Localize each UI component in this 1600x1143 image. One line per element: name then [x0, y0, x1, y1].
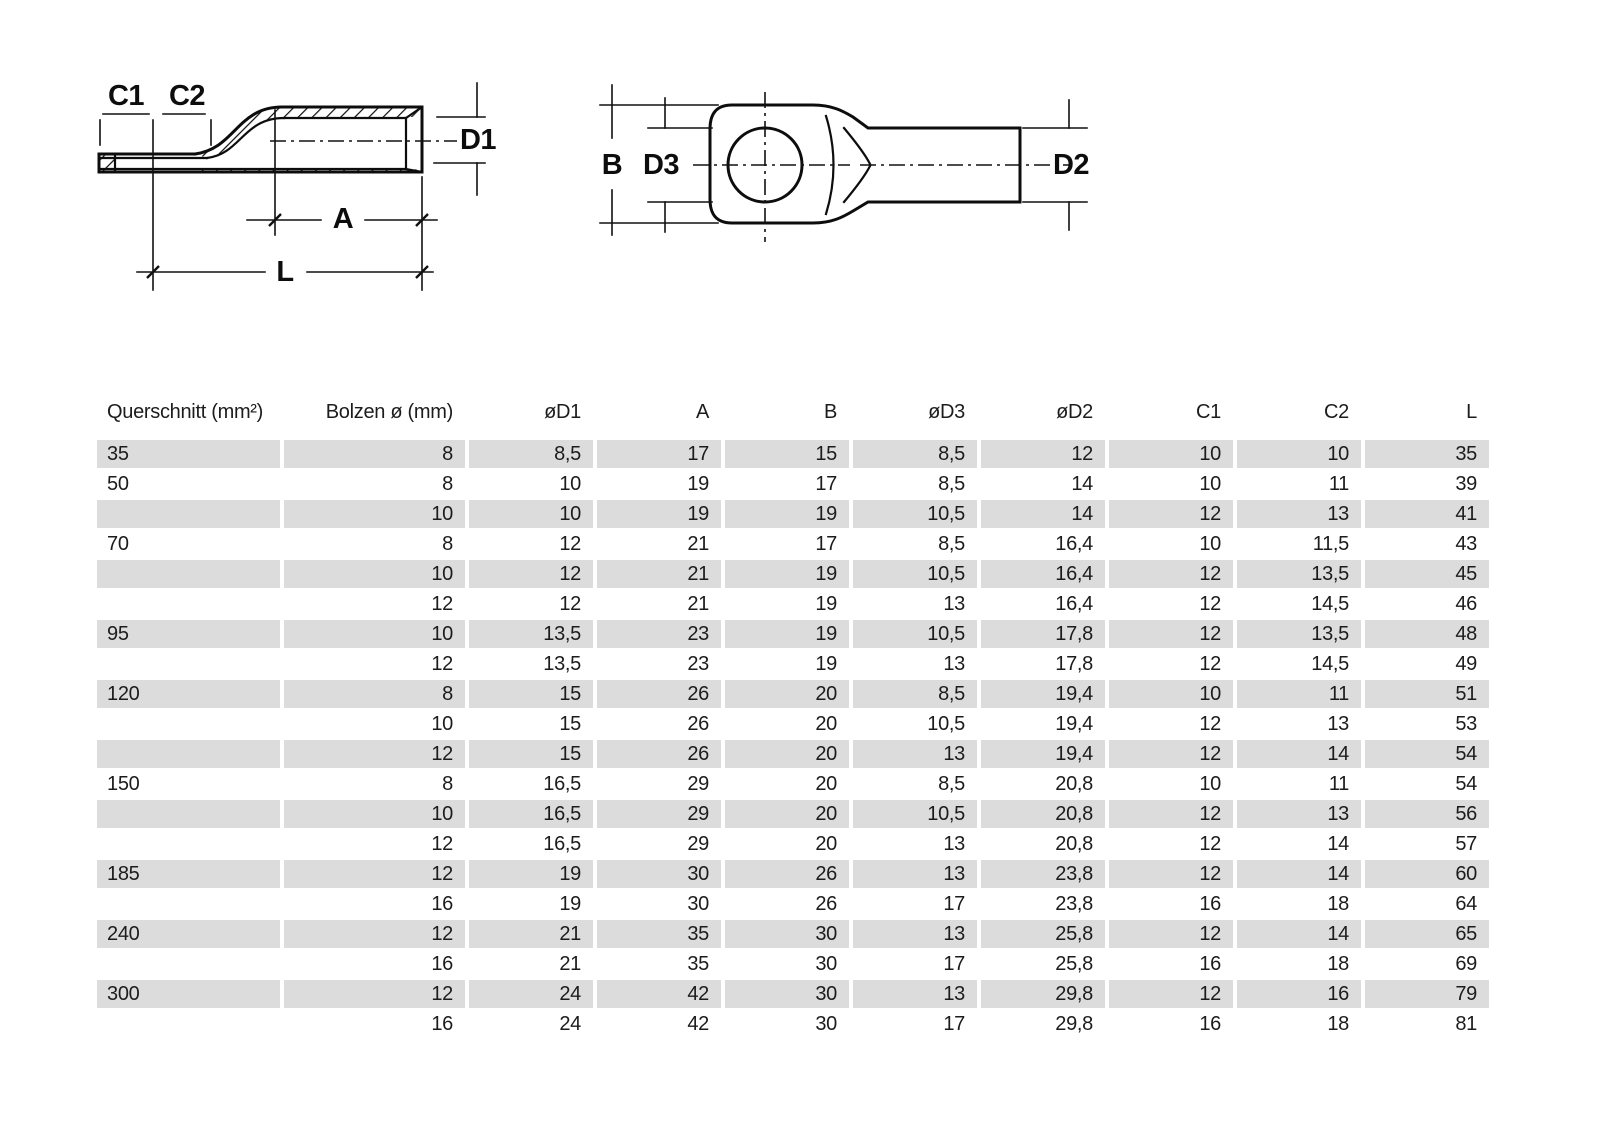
table-cell: 12	[284, 980, 465, 1008]
table-cell: 12	[981, 440, 1105, 468]
table-cell: 19	[725, 620, 849, 648]
table-cell: 30	[815, 953, 837, 975]
table-row	[97, 830, 1489, 858]
table-row	[97, 500, 1489, 528]
dim-label-d1: D1	[459, 124, 497, 156]
table-cell: 79	[1365, 980, 1489, 1008]
cell-querschnitt	[97, 650, 280, 678]
table-cell: 29	[597, 800, 721, 828]
table-row	[97, 950, 1489, 978]
table-cell: 19,4	[1055, 713, 1093, 735]
table-cell: 30	[597, 860, 721, 888]
table-cell: 17	[815, 533, 837, 555]
table-cell: 16	[1237, 980, 1361, 1008]
table-cell: 8,5	[938, 473, 965, 495]
table-cell: 23	[597, 620, 721, 648]
table-cell: 12	[469, 560, 593, 588]
table-cell: 13	[943, 653, 965, 675]
table-cell: 10	[1199, 533, 1221, 555]
table-cell: 53	[1455, 713, 1477, 735]
column-header: C2	[1324, 400, 1349, 423]
table-row	[97, 560, 1489, 588]
dimensions-table	[93, 384, 1493, 1040]
table-cell: 18	[1327, 953, 1349, 975]
table-row	[97, 620, 1489, 648]
table-cell: 19	[559, 893, 581, 915]
table-cell: 65	[1365, 920, 1489, 948]
cell-querschnitt	[97, 500, 280, 528]
column-header: C1	[1196, 400, 1221, 423]
cell-querschnitt: 150	[107, 773, 140, 795]
table-cell: 20	[815, 773, 837, 795]
table-cell: 8,5	[853, 440, 977, 468]
table-cell: 60	[1365, 860, 1489, 888]
table-cell: 14	[981, 500, 1105, 528]
table-cell: 54	[1365, 740, 1489, 768]
dim-label-b: B	[601, 149, 623, 181]
table-cell: 14	[1237, 920, 1361, 948]
table-cell: 8,5	[469, 440, 593, 468]
table-cell: 12	[431, 653, 453, 675]
table-cell: 29	[687, 833, 709, 855]
table-cell: 12	[1199, 833, 1221, 855]
cell-querschnitt	[97, 800, 280, 828]
table-cell: 29	[687, 773, 709, 795]
table-cell: 14,5	[1311, 593, 1349, 615]
table-cell: 25,8	[1055, 953, 1093, 975]
table-cell: 10	[469, 500, 593, 528]
table-cell: 8,5	[853, 680, 977, 708]
table-row	[97, 470, 1489, 498]
table-cell: 11	[1328, 773, 1349, 795]
table-cell: 14	[1237, 860, 1361, 888]
table-row	[97, 740, 1489, 768]
table-cell: 10	[284, 620, 465, 648]
table-cell: 15	[469, 740, 593, 768]
table-cell: 30	[725, 980, 849, 1008]
table-cell: 12	[284, 860, 465, 888]
table-cell: 10,5	[853, 620, 977, 648]
table-cell: 10	[1199, 473, 1221, 495]
table-cell: 45	[1365, 560, 1489, 588]
table-cell: 16,5	[469, 800, 593, 828]
dim-label-c1: C1	[107, 80, 145, 112]
table-row	[97, 890, 1489, 918]
table-cell: 35	[1365, 440, 1489, 468]
table-cell: 13	[853, 860, 977, 888]
table-row	[97, 680, 1489, 708]
table-cell: 13	[1327, 713, 1349, 735]
table-cell: 29,8	[1055, 1013, 1093, 1035]
table-cell: 20	[725, 740, 849, 768]
table-cell: 21	[687, 593, 709, 615]
dim-label-a: A	[332, 203, 354, 235]
column-header: øD3	[928, 400, 965, 423]
table-cell: 42	[687, 1013, 709, 1035]
table-cell: 17	[815, 473, 837, 495]
table-cell: 12	[1109, 740, 1233, 768]
cell-querschnitt	[97, 890, 280, 918]
table-cell: 20	[725, 800, 849, 828]
table-cell: 17,8	[1055, 653, 1093, 675]
table-cell: 16	[431, 953, 453, 975]
table-cell: 8	[442, 533, 453, 555]
table-cell: 12	[559, 533, 581, 555]
cell-querschnitt	[97, 1010, 280, 1038]
dim-label-d3: D3	[642, 149, 680, 181]
table-cell: 29,8	[981, 980, 1105, 1008]
table-cell: 16	[431, 1013, 453, 1035]
table-cell: 11,5	[1312, 533, 1349, 555]
table-cell: 14,5	[1311, 653, 1349, 675]
table-cell: 10	[284, 800, 465, 828]
table-cell: 12	[1199, 713, 1221, 735]
table-cell: 49	[1455, 653, 1477, 675]
table-cell: 26	[597, 740, 721, 768]
table-row	[97, 530, 1489, 558]
table-cell: 8	[442, 773, 453, 795]
cell-querschnitt: 185	[97, 860, 280, 888]
table-cell: 12	[1109, 920, 1233, 948]
table-cell: 24	[559, 1013, 581, 1035]
cell-querschnitt: 300	[97, 980, 280, 1008]
column-header: Querschnitt (mm²)	[107, 400, 264, 423]
table-cell: 16	[1199, 953, 1221, 975]
table-cell: 10,5	[853, 800, 977, 828]
table-cell: 15	[725, 440, 849, 468]
table-cell: 13,5	[469, 620, 593, 648]
table-row	[97, 440, 1489, 468]
table-cell: 26	[815, 893, 837, 915]
table-row	[97, 1010, 1489, 1038]
table-row	[97, 590, 1489, 618]
table-cell: 8	[284, 680, 465, 708]
table-cell: 26	[687, 713, 709, 735]
table-cell: 13,5	[1237, 560, 1361, 588]
c1-c2-dimension-lines	[100, 114, 211, 290]
table-cell: 35	[687, 953, 709, 975]
table-cell: 10	[1109, 440, 1233, 468]
table-cell: 10,5	[853, 500, 977, 528]
table-cell: 11	[1237, 680, 1361, 708]
table-cell: 12	[1109, 800, 1233, 828]
table-cell: 16	[431, 893, 453, 915]
table-cell: 19	[687, 473, 709, 495]
table-cell: 17	[943, 953, 965, 975]
table-cell: 10	[431, 713, 453, 735]
column-header: L	[1466, 400, 1477, 423]
table-cell: 13	[853, 740, 977, 768]
cell-querschnitt	[97, 830, 280, 858]
cell-querschnitt	[97, 590, 280, 618]
column-header: øD1	[544, 400, 581, 423]
table-row	[97, 920, 1489, 948]
table-cell: 12	[1109, 980, 1233, 1008]
table-cell: 21	[469, 920, 593, 948]
dim-label-l: L	[276, 256, 294, 288]
table-cell: 19	[725, 560, 849, 588]
table-cell: 23	[687, 653, 709, 675]
table-cell: 12	[559, 593, 581, 615]
table-cell: 10,5	[853, 560, 977, 588]
table-cell: 23,8	[981, 860, 1105, 888]
cable-lug-top-outline	[710, 105, 1020, 223]
table-cell: 35	[597, 920, 721, 948]
table-cell: 21	[597, 560, 721, 588]
table-cell: 12	[284, 920, 465, 948]
table-cell: 13	[853, 920, 977, 948]
table-cell: 13,5	[543, 653, 581, 675]
table-cell: 81	[1455, 1013, 1477, 1035]
cell-querschnitt: 35	[97, 440, 280, 468]
table-cell: 13	[853, 980, 977, 1008]
table-cell: 14	[1327, 833, 1349, 855]
table-cell: 43	[1455, 533, 1477, 555]
table-cell: 16,4	[981, 560, 1105, 588]
table-cell: 25,8	[981, 920, 1105, 948]
table-cell: 12	[1109, 860, 1233, 888]
table-row	[97, 710, 1489, 738]
column-header: Bolzen ø (mm)	[325, 400, 453, 423]
table-cell: 64	[1455, 893, 1477, 915]
table-cell: 19,4	[981, 680, 1105, 708]
table-cell: 46	[1455, 593, 1477, 615]
table-cell: 30	[687, 893, 709, 915]
table-cell: 42	[597, 980, 721, 1008]
barrel-top-wall-hatch	[284, 109, 421, 118]
table-cell: 10	[284, 500, 465, 528]
table-cell: 10	[559, 473, 581, 495]
table-cell: 20,8	[1055, 773, 1093, 795]
table-cell: 19	[597, 500, 721, 528]
table-cell: 23,8	[1055, 893, 1093, 915]
table-cell: 16	[1199, 893, 1221, 915]
table-cell: 41	[1365, 500, 1489, 528]
table-row	[97, 800, 1489, 828]
cell-querschnitt	[97, 710, 280, 738]
table-cell: 20	[815, 833, 837, 855]
cell-querschnitt: 240	[97, 920, 280, 948]
table-cell: 39	[1455, 473, 1477, 495]
table-cell: 17	[597, 440, 721, 468]
table-cell: 12	[1199, 593, 1221, 615]
table-cell: 10	[1109, 680, 1233, 708]
cell-querschnitt	[97, 560, 280, 588]
table-cell: 19	[469, 860, 593, 888]
table-cell: 16,4	[1055, 533, 1093, 555]
table-cell: 16,5	[543, 833, 581, 855]
table-cell: 13	[1237, 500, 1361, 528]
table-cell: 10	[284, 560, 465, 588]
cell-querschnitt	[97, 950, 280, 978]
cell-querschnitt: 95	[97, 620, 280, 648]
column-header: A	[695, 400, 709, 423]
table-cell: 26	[725, 860, 849, 888]
table-cell: 19	[725, 500, 849, 528]
table-cell: 8	[442, 473, 453, 495]
table-cell: 12	[1109, 560, 1233, 588]
table-cell: 12	[284, 740, 465, 768]
table-cell: 17	[943, 1013, 965, 1035]
table-cell: 8	[284, 440, 465, 468]
table-cell: 26	[597, 680, 721, 708]
table-cell: 19,4	[981, 740, 1105, 768]
table-cell: 13	[943, 833, 965, 855]
cell-querschnitt: 50	[107, 473, 129, 495]
table-cell: 13	[1237, 800, 1361, 828]
table-cell: 20	[815, 713, 837, 735]
table-cell: 10	[1237, 440, 1361, 468]
side-view-drawing	[85, 75, 525, 305]
table-row	[97, 980, 1489, 1008]
table-cell: 13	[943, 593, 965, 615]
dim-label-c2: C2	[168, 80, 206, 112]
table-cell: 51	[1365, 680, 1489, 708]
table-cell: 16	[1199, 1013, 1221, 1035]
table-cell: 18	[1327, 1013, 1349, 1035]
table-cell: 21	[687, 533, 709, 555]
table-cell: 15	[469, 680, 593, 708]
cell-querschnitt: 70	[107, 533, 129, 555]
table-cell: 17,8	[981, 620, 1105, 648]
table-cell: 10	[1199, 773, 1221, 795]
cell-querschnitt: 120	[97, 680, 280, 708]
table-cell: 14	[1071, 473, 1093, 495]
table-cell: 20	[725, 680, 849, 708]
table-cell: 20,8	[1055, 833, 1093, 855]
table-cell: 21	[559, 953, 581, 975]
table-cell: 30	[815, 1013, 837, 1035]
table-cell: 48	[1365, 620, 1489, 648]
table-cell: 19	[815, 653, 837, 675]
table-cell: 8,5	[938, 773, 965, 795]
table-cell: 16,5	[543, 773, 581, 795]
table-row	[97, 650, 1489, 678]
top-view-drawing	[560, 60, 1110, 280]
table-cell: 69	[1455, 953, 1477, 975]
table-cell: 14	[1237, 740, 1361, 768]
table-cell: 17	[943, 893, 965, 915]
table-row	[97, 770, 1489, 798]
column-header: øD2	[1056, 400, 1093, 423]
table-cell: 11	[1328, 473, 1349, 495]
table-cell: 16,4	[1055, 593, 1093, 615]
table-cell: 15	[559, 713, 581, 735]
table-cell: 57	[1455, 833, 1477, 855]
table-cell: 30	[725, 920, 849, 948]
table-cell: 10,5	[927, 713, 965, 735]
table-cell: 18	[1327, 893, 1349, 915]
table-cell: 12	[1109, 620, 1233, 648]
table-cell: 19	[815, 593, 837, 615]
cell-querschnitt	[97, 740, 280, 768]
table-cell: 54	[1455, 773, 1477, 795]
table-cell: 13,5	[1237, 620, 1361, 648]
table-cell: 8,5	[938, 533, 965, 555]
table-cell: 12	[1109, 500, 1233, 528]
table-cell: 12	[431, 593, 453, 615]
table-cell: 56	[1365, 800, 1489, 828]
table-cell: 12	[431, 833, 453, 855]
table-cell: 20,8	[981, 800, 1105, 828]
dim-label-d2: D2	[1052, 149, 1090, 181]
table-cell: 12	[1199, 653, 1221, 675]
table-header-row	[97, 386, 1489, 438]
table-cell: 24	[469, 980, 593, 1008]
column-header: B	[823, 400, 837, 423]
table-row	[97, 860, 1489, 888]
